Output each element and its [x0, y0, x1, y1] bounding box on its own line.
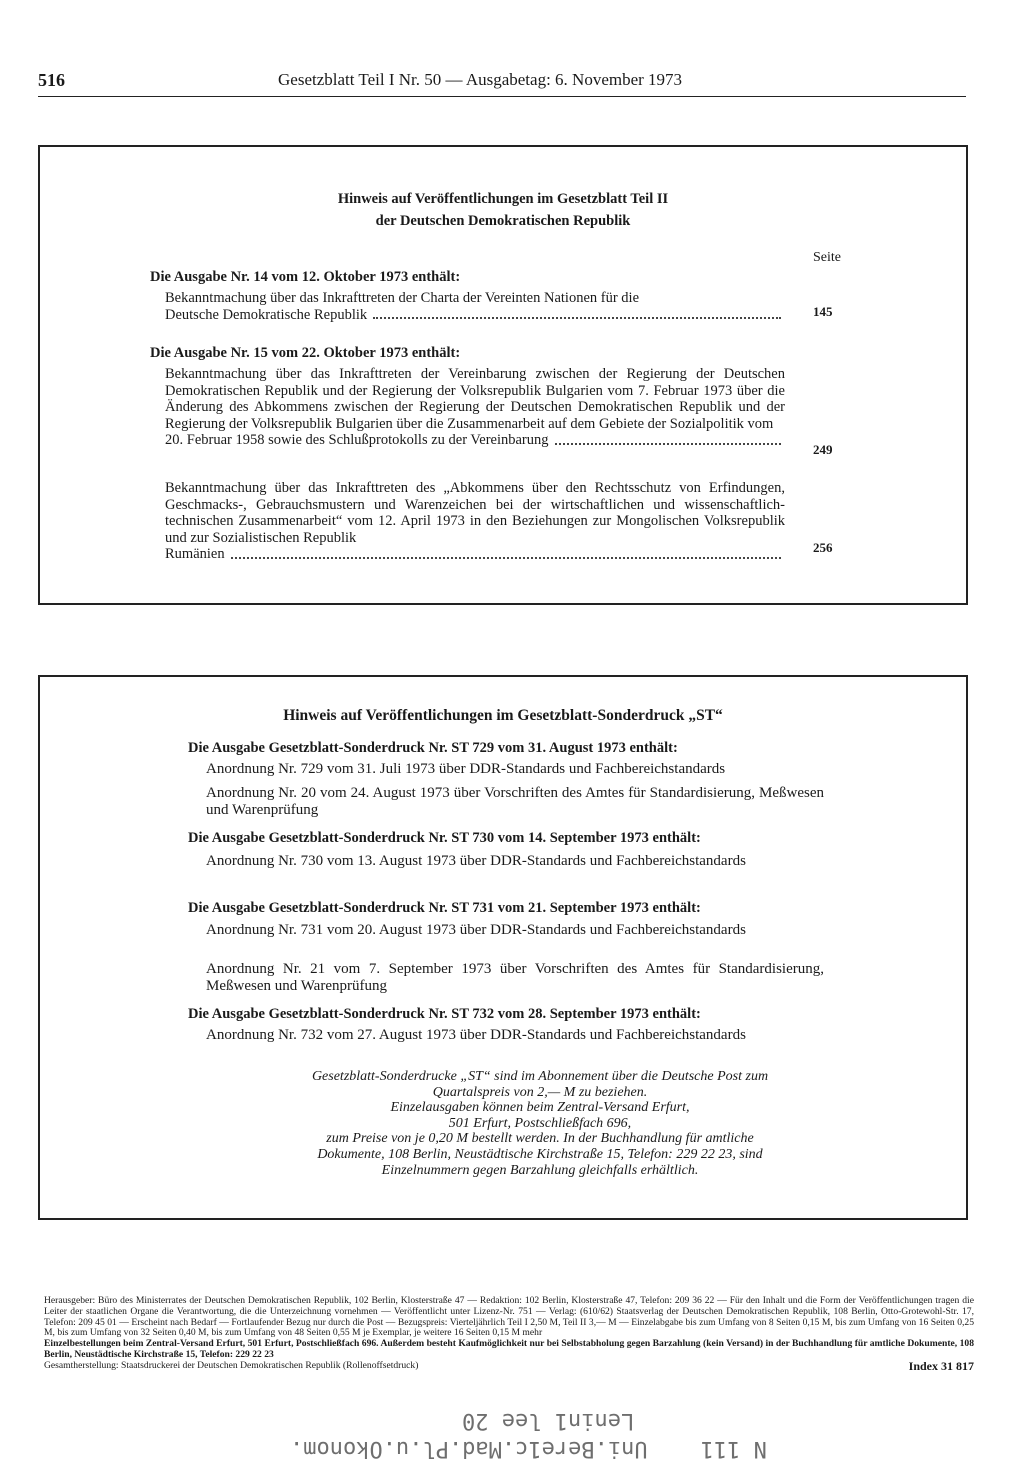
st732-heading: Die Ausgabe Gesetzblatt-Sonderdruck Nr. ST 732 vom 28. September 1973 enthält:	[188, 1006, 701, 1022]
entry-text-last: 20. Februar 1958 sowie des Schlußprotokolls zu der Vereinbarung	[165, 432, 549, 448]
running-head: Gesetzblatt Teil I Nr. 50 — Ausgabetag: 6. November 1973	[278, 70, 683, 89]
edition-15-heading: Die Ausgabe Nr. 15 vom 22. Oktober 1973 enthält:	[150, 345, 461, 361]
entry-text: Bekanntmachung über das Inkrafttreten des „Abkommens über den Rechtsschutz von Erfindungen, Geschmacks-, Gebrauchsmustern und Warenzeichen bei der wirtschaftlichen und wissenschaftlich-technischen Zusammenarbeit“ vom 12. April 1973 in den Beziehungen zur Mongolischen Volksrepublik und zur Sozialistischen Republik	[165, 480, 785, 546]
page-number: 516	[38, 70, 65, 90]
edition-15-entry-2	[165, 480, 785, 563]
notice-line: Gesetzblatt-Sonderdrucke „ST“ sind im Abonnement über die Deutsche Post zum	[311, 1069, 769, 1084]
dot-leader	[373, 307, 781, 320]
edition-14-heading: Die Ausgabe Nr. 14 vom 12. Oktober 1973 enthält:	[150, 269, 461, 285]
dot-leader	[231, 546, 781, 559]
entry-text-last: Rumänien	[165, 546, 225, 562]
edition-14-entry	[165, 290, 785, 323]
publisher-info: Herausgeber: Büro des Ministerrates der Deutschen Demokratischen Republik, 102 Berlin, Klosterstraße 47 — Redaktion: 102 Berlin, Klosterstraße 47, Telefon: 209 36 22 — Für den Inhalt und die Form der Veröffentlichungen tragen die Leiter der staatlichen Organe die Verantwortung, die die Unterzeichnung vornehmen — Veröffentlicht unter Lizenz-Nr. 751 — Verlag: (610/62) Staatsverlag der Deutschen Demokratischen Republik, 108 Berlin, Otto-Grotewohl-Str. 17, Telefon: 209 45 01 — Erscheint nach Bedarf — Fortlaufender Bezug nur durch die Post — Bezugspreis: Vierteljährlich Teil I 2,50 M, Teil II 3,— M — Einzelabgabe bis zum Umfang von 8 Seiten 0,15 M, bis zum Umfang von 16 Seiten 0,25 M, bis zum Umfang von 32 Seiten 0,40 M, bis zum Umfang von 48 Seiten 0,55 M je Exemplar, je weitere 16 Seiten 0,15 M mehr	[44, 1295, 974, 1339]
box1-title-line1: Hinweis auf Veröffentlichungen im Gesetzblatt Teil II	[337, 191, 669, 207]
notice-line: zum Preise von je 0,20 M bestellt werden. In der Buchhandlung für amtliche	[326, 1131, 754, 1147]
st730-heading: Die Ausgabe Gesetzblatt-Sonderdruck Nr. ST 730 vom 14. September 1973 enthält:	[188, 830, 701, 846]
printer-info: Gesamtherstellung: Staatsdruckerei der Deutschen Demokratischen Republik (Rollenoffsetdruck)	[44, 1359, 419, 1371]
st732-entry-1: Anordnung Nr. 732 vom 27. August 1973 über DDR-Standards und Fachbereichstandards	[206, 1027, 746, 1043]
index-number: Index 31 817	[908, 1358, 974, 1373]
notice-line: 501 Erfurt, Postschließfach 696,	[448, 1115, 632, 1131]
entry-text: Bekanntmachung über das Inkrafttreten der Vereinbarung zwischen der Regierung der Deutschen Demokratischen Republik und der Regierung der Volksrepublik Bulgarien vom 7. Februar 1973 über die Änderung des Abkommens zwischen der Regierung der Deutschen Demokratischen Republik und der Regierung der Volksrepublik Bulgarien über die Zusammenarbeit auf dem Gebiete der Sozialpolitik vom	[165, 366, 785, 432]
subscription-notice	[200, 1069, 880, 1178]
order-info: Einzelbestellungen beim Zentral-Versand Erfurt, 501 Erfurt, Postschließfach 696. Außerdem besteht Kaufmöglichkeit nur bei Selbstabholung gegen Barzahlung (kein Versand) in der Buchhandlung für amtliche Dokumente, 108 Berlin, Neustädtische Kirchstraße 15, Telefon: 229 22 23	[44, 1338, 974, 1360]
notice-line: Dokumente, 108 Berlin, Neustädtische Kirchstraße 15, Telefon: 229 22 23, sind	[317, 1146, 763, 1162]
page-reference: 249	[813, 442, 833, 457]
st731-entry-1: Anordnung Nr. 731 vom 20. August 1973 über DDR-Standards und Fachbereichstandards	[206, 922, 746, 938]
st729-entry-1: Anordnung Nr. 729 vom 31. Juli 1973 über DDR-Standards und Fachbereichstandards	[206, 761, 726, 777]
st731-heading: Die Ausgabe Gesetzblatt-Sonderdruck Nr. ST 731 vom 21. September 1973 enthält:	[188, 900, 701, 916]
entry-text-last: Deutsche Demokratische Republik	[165, 306, 368, 323]
library-stamp-line1: Lenin1 lee 20	[462, 1408, 635, 1433]
page-header	[38, 70, 966, 97]
st731-entry-2: Anordnung Nr. 21 vom 7. September 1973 über Vorschriften des Amtes für Standardisierung, Meßwesen und Warenprüfung	[206, 961, 824, 994]
imprint-footer	[44, 1296, 974, 1372]
notice-line: Quartalspreis von 2,— M zu beziehen.	[432, 1084, 648, 1100]
notice-line: Einzelausgaben können beim Zentral-Versand Erfurt,	[390, 1100, 690, 1116]
entry-text: Bekanntmachung über das Inkrafttreten der Charta der Vereinten Nationen für die	[165, 290, 640, 306]
notice-box-sonderdruck-st	[38, 675, 968, 1220]
notice-line: Einzelnummern gegen Barzahlung gleichfalls erhältlich.	[381, 1162, 699, 1178]
page-column-label: Seite	[813, 250, 841, 265]
library-stamp-line2: N 111 Uni.Bere1c.Mad.Pl.u.Okonom.	[290, 1436, 767, 1461]
box2-title: Hinweis auf Veröffentlichungen im Gesetzblatt-Sonderdruck „ST“	[283, 707, 723, 724]
notice-box-gesetzblatt-teil-ii	[38, 145, 968, 605]
st729-entry-2: Anordnung Nr. 20 vom 24. August 1973 über Vorschriften des Amtes für Standardisierung, Meßwesen und Warenprüfung	[206, 785, 824, 818]
dot-leader	[555, 432, 781, 445]
st729-heading: Die Ausgabe Gesetzblatt-Sonderdruck Nr. ST 729 vom 31. August 1973 enthält:	[188, 740, 678, 756]
box1-title-line2: der Deutschen Demokratischen Republik	[375, 213, 631, 229]
st730-entry-1: Anordnung Nr. 730 vom 13. August 1973 über DDR-Standards und Fachbereichstandards	[206, 853, 746, 869]
edition-15-entry-1	[165, 366, 785, 449]
page-reference: 256	[813, 540, 833, 555]
page-reference: 145	[813, 304, 833, 319]
